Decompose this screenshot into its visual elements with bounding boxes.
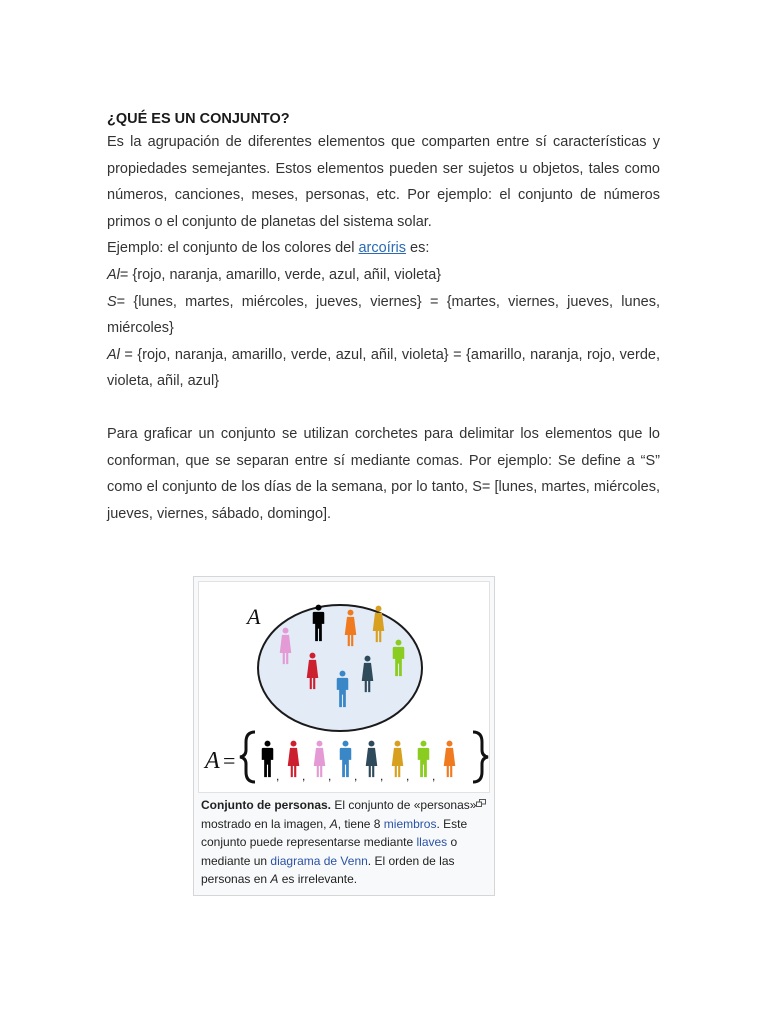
set-al-elements: = {rojo, naranja, amarillo, verde, azul, añil, violeta} [119, 266, 442, 283]
set-members [262, 741, 456, 783]
left-brace [240, 732, 255, 782]
example-line [107, 235, 660, 262]
set-al2-variable: Al [107, 346, 120, 363]
set-al-variable: Al [107, 266, 120, 283]
figure-image[interactable] [198, 581, 490, 793]
caption-text-4: o mediante un [201, 835, 458, 868]
person-orange-set [444, 741, 456, 777]
right-brace [473, 732, 488, 782]
set-al-line [107, 262, 660, 289]
diagrama-de-venn-link[interactable]: diagrama de Venn [270, 853, 368, 868]
caption-text-1: El conjunto de «personas» mostrado en la imagen, [201, 798, 477, 831]
example-prefix: Ejemplo: el conjunto de los colores del [107, 240, 359, 257]
svg-text:,: , [354, 769, 358, 783]
caption-var-2: A [270, 872, 279, 887]
example-suffix: es: [406, 240, 430, 257]
caption-text-3: . Este conjunto puede representarse mediante [201, 816, 468, 850]
person-yellow-set [392, 741, 404, 777]
set-notation-equals: = [223, 748, 236, 773]
paragraph-gap [107, 395, 660, 421]
set-al2-line [107, 342, 660, 395]
svg-text:,: , [328, 769, 332, 783]
intro-paragraph: Es la agrupación de diferentes elementos que comparten entre sí características y propiedades semejantes. Estos elementos pueden ser sujetos u objetos, tales como números, canciones, meses, personas, etc. Por ejemplo: el conjunto de números primos o el conjunto de planetas del sistema solar. [107, 134, 660, 230]
person-slate-set [366, 741, 378, 777]
set-al2-elements: = {rojo, naranja, amarillo, verde, azul, añil, violeta} = {amarillo, naranja, rojo, verde, violeta, añil, azul} [107, 346, 660, 390]
caption-text-5: . El orden de las personas en [201, 853, 455, 887]
caption-title: Conjunto de personas. [201, 798, 332, 812]
set-notation-label: A [205, 748, 220, 774]
miembros-link[interactable]: miembros [383, 816, 437, 831]
person-pink-set [314, 741, 326, 777]
set-s-elements: = {lunes, martes, miércoles, jueves, viernes} = {martes, viernes, jueves, lunes, miércoles} [107, 293, 660, 337]
graph-paragraph: Para graficar un conjunto se utilizan corchetes para delimitar los elementos que lo conforman, que se separan entre sí mediante comas. Por ejemplo: Se define a “S” como el conjunto de los días de la semana, por lo tanto, S= [lunes, martes, miércoles, jueves, viernes, sábado, domingo]. [107, 425, 660, 522]
svg-text:,: , [276, 769, 280, 783]
figure-box [193, 576, 495, 896]
arcoiris-link[interactable]: arcoíris [358, 240, 407, 257]
caption-var-1: A [329, 816, 338, 831]
caption-text-6: es irrelevante. [278, 872, 358, 887]
caption-text-2: , tiene 8 [337, 816, 384, 831]
set-s-line [107, 289, 660, 342]
svg-text:,: , [380, 769, 384, 783]
figure-caption [201, 796, 487, 889]
page-title: ¿QUÉ ES UN CONJUNTO? [107, 111, 290, 127]
set-s-variable: S [107, 293, 117, 310]
person-blue-set [340, 741, 352, 777]
svg-text:,: , [302, 769, 306, 783]
person-red-set [288, 741, 300, 777]
set-illustration [199, 582, 489, 792]
svg-text:,: , [432, 769, 436, 783]
person-green-set [418, 741, 430, 777]
svg-text:,: , [406, 769, 410, 783]
article [107, 109, 660, 527]
venn-set-label: A [247, 604, 261, 629]
person-black-set [262, 741, 274, 777]
llaves-link[interactable]: llaves [416, 835, 448, 850]
